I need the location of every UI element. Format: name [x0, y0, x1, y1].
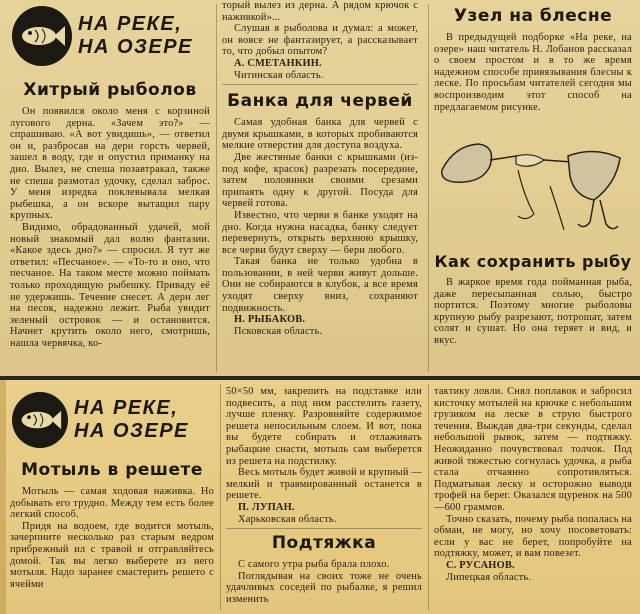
headline-motyl: Мотыль в решете	[21, 460, 203, 480]
paragraph: С самого утра рыба брала плохо.	[238, 559, 390, 571]
region: Читинская область.	[234, 69, 324, 81]
paragraph: Мотыль — самая ходовая наживка. Но добывать его трудно. Между тем есть более легкий способ.	[10, 486, 214, 521]
paragraph: Видимо, обрадованный удачей, мой новый знакомый дал волю фантазии. «Какое здесь дно?» — спросил. Я тут же ответил: «Песчаное». — «То-то и оно, что песчаное. На таком месте можно поймать только проходящую рыбешку. Приваду её не удержишь. Течение снесет. А дерн лег на песок, надежно лежит. Рыба увидит зеленый островок — и остановится. Начнет крутить около него, смотришь, нашла червячка, ко-	[10, 221, 210, 349]
region: Псковская область.	[234, 325, 323, 337]
fish-emblem-icon	[12, 6, 72, 66]
newspaper-clipping-bottom	[0, 380, 640, 614]
headline-uzel: Узел на блесне	[453, 6, 613, 26]
fish-emblem-icon	[12, 392, 68, 448]
headline-podtyazhka: Подтяжка	[271, 533, 377, 554]
paragraph: Известно, что черви в банке уходят на дно. Когда нужна насадка, банку следует перевернуть, открыть верхнюю крышку, все черви будут сверху — бери любого.	[222, 209, 418, 256]
paragraph: Такая банка не только удобна в пользовании, в ней черви живут дольше. Они не собираются в клубок, а все время уходят сверху вниз, сохраняют подвижность.	[222, 256, 418, 314]
paragraph: В предыдущей подборке «На реке, на озере» наш читатель Н. Лобанов рассказал о своем простом и в то же время надежном способе привязывания блесны к леске. По просьбам читателей сегодня мы воспроизводим этот способ на предлагаемом рисунке.	[434, 32, 632, 113]
region: Липецкая область.	[446, 571, 532, 583]
paragraph: Слушая я рыболова и думал: а может, он вовсе не фантазирует, а рассказывает то, что добыл опытом?	[222, 23, 418, 58]
rubric-header	[12, 392, 189, 448]
paragraph: Две жестяные банки с крышками (из-под кофе, красок) разрезать посередине, затем половинки своими срезами припаять одну к другой. Посуда для червей готова.	[222, 151, 418, 210]
headline-banka: Банка для червей	[227, 91, 413, 112]
signature: С. РУСАНОВ.	[446, 559, 515, 571]
paragraph: Самая удобная банка для червей с двумя крышками, в которых пробиваются мелкие отверстия для доступа воздуха.	[222, 117, 418, 152]
paragraph: Он появился около меня с корзиной лугового дерна. «Зачем это?» — спрашиваю. «А вот увидишь», — ответил он и, разбросав на дерн горсть червей, зашел в воду, где и опустил приманку на дно. Вылез, не спеша позавтракал, также не спеша размотал удочку, сделал заброс. У меня изредка поклевывала мелкая рыбешка, а он вскоре вытащил пару крупных.	[10, 106, 210, 222]
headline-sohranit: Как сохранить рыбу	[434, 252, 632, 271]
paragraph: Точно сказать, почему рыба попалась на обман, не могу, но хочу посоветовать: если у вас не берет, попробуйте на подтяжку, может, и вам повезет.	[434, 513, 632, 560]
column-2	[226, 380, 422, 614]
column-3	[434, 380, 632, 614]
rubric-line-2: НА ОЗЕРЕ	[78, 36, 193, 58]
paragraph: Придя на водоем, где водится мотыль, зачерпните несколько раз старым ведром прибрежный ил с травой и отгравляйтесь домой. Так вы легко выберете из него мотыля. Надо заранее смастерить решето с ячейми	[10, 520, 214, 590]
column-2	[222, 0, 418, 376]
signature: Н. РЫБАКОВ.	[234, 314, 306, 326]
rubric-line-2: НА ОЗЕРЕ	[74, 420, 189, 442]
column-1	[10, 380, 214, 614]
paragraph: Поглядывая на своих тоже не очень удачливых соседей по рыбалке, я решил изменить	[226, 570, 422, 605]
column-3	[434, 0, 632, 376]
signature: П. ЛУПАН.	[238, 501, 295, 513]
paragraph: В жаркое время года пойманная рыба, даже пересыпанная солью, быстро портится. Поэтому многие рыболовы крупную рыбу разрезают, потрошат, затем солят и сушат. Но она теряет и вид, и вкус.	[434, 277, 632, 346]
paragraph: 50×50 мм, закрепить на подставке или подвесить, а под ним расстелить газету, лучше пленку. Разровняйте содержимое решета непосильным слоем. И вот, пока вы будете собирать и отлаживать рыбацкие снасти, мотыль сам выберется из решета на подстилку.	[226, 386, 422, 467]
rubric-line-1: НА РЕКЕ,	[74, 397, 179, 419]
paragraph: Весь мотыль будет живой и крупный — мелкий и травмированный останется в решете.	[226, 467, 422, 502]
column-1	[10, 0, 210, 376]
region: Харьковская область.	[238, 513, 337, 525]
signature: А. СМЕТАНКИН.	[234, 57, 322, 69]
paragraph: торый вылез из дерна. А рядом крючок с наживкой»...	[222, 0, 418, 23]
paragraph: тактику ловли. Снял поплавок и забросил кисточку мотылей на крючке с небольшим грузиком на леске в струю быстрого течения. Выждав два-три секунды, сделал небольшой рывок, затем — подтяжку. Неожиданно почувствовал толчок. Под живой тяжестью согнулась удочка, а рыба стала отчаянно сопротивляться. Подматывая леску и осторожно выводя трофей на берег. Оказался щуренок на 500—600 граммов.	[434, 386, 632, 513]
rubric-line-1: НА РЕКЕ,	[78, 13, 183, 35]
rubric-header	[12, 6, 193, 66]
headline-hitry-rybolov: Хитрый рыболов	[23, 80, 197, 100]
spoon-lure-icon	[434, 126, 632, 244]
